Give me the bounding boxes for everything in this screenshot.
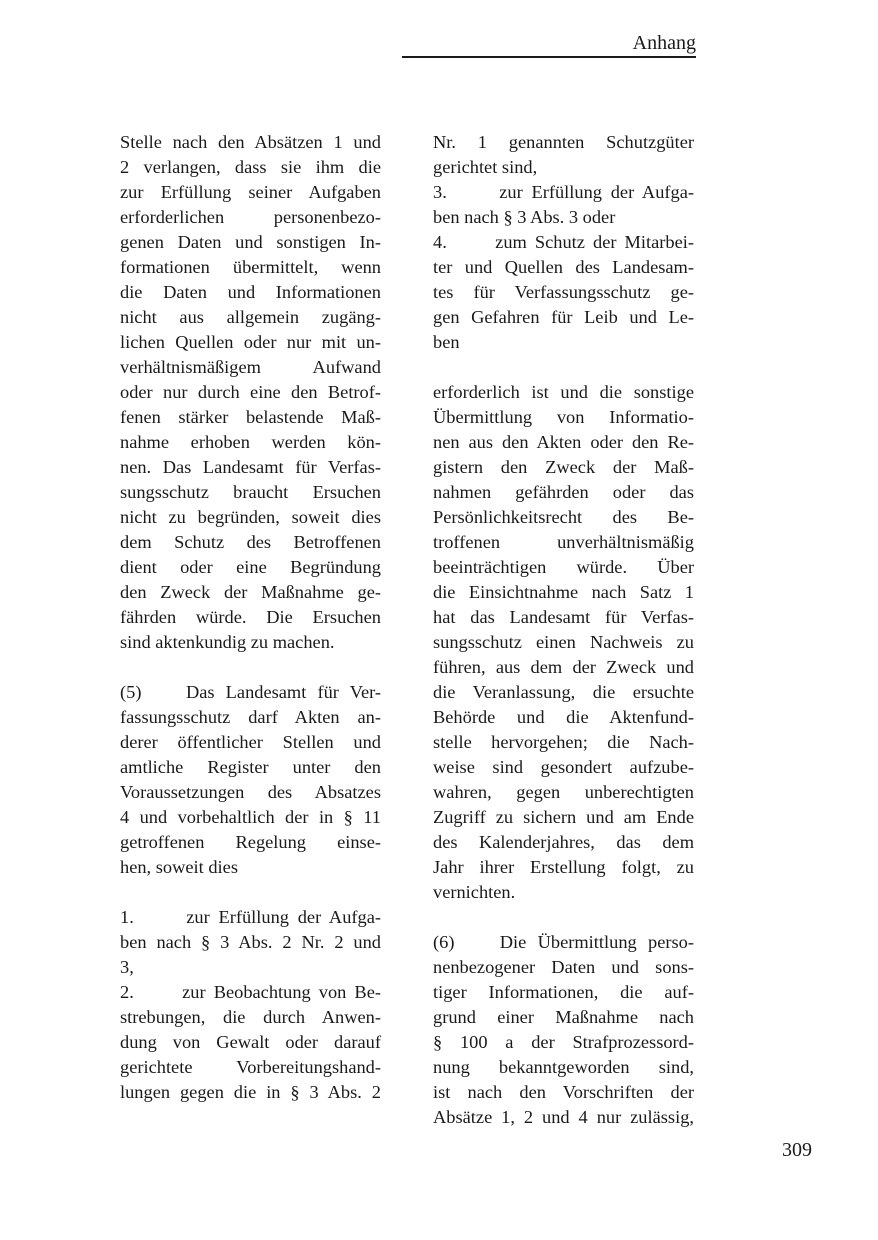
- text-line: Zugriff zu sichern und am Ende: [433, 807, 694, 827]
- paragraph-gap: [120, 655, 381, 680]
- text-line: derer öffentlicher Stellen und: [120, 732, 381, 752]
- text-line: hen, soweit dies: [120, 857, 238, 877]
- text-line: Jahr ihrer Erstellung folgt, zu: [433, 857, 694, 877]
- text-line: getroffenen Regelung einse-: [120, 832, 381, 852]
- text-line: beeinträchtigen würde. Über: [433, 557, 694, 577]
- text-line: amtliche Register unter den: [120, 757, 381, 777]
- text-line: gerichtete Vorbereitungshand-: [120, 1057, 381, 1077]
- text-line: gistern den Zweck der Maß-: [433, 457, 694, 477]
- text-line: führen, aus dem der Zweck und: [433, 657, 694, 677]
- text-line: verhältnismäßigem Aufwand: [120, 357, 381, 377]
- text-line: 2 verlangen, dass sie ihm die: [120, 157, 381, 177]
- right-column: [433, 130, 694, 1130]
- text-line: 1. zur Erfüllung der Aufga-: [120, 907, 381, 927]
- text-line: stelle hervorgehen; die Nach-: [433, 732, 694, 752]
- text-line: dung von Gewalt oder darauf: [120, 1032, 381, 1052]
- text-line: lichen Quellen oder nur mit un-: [120, 332, 381, 352]
- text-line: grund einer Maßnahme nach: [433, 1007, 694, 1027]
- text-line: nung bekanntgeworden sind,: [433, 1057, 694, 1077]
- text-line: Behörde und die Aktenfund-: [433, 707, 694, 727]
- text-line: ter und Quellen des Landesam-: [433, 257, 694, 277]
- text-line: weise sind gesondert aufzube-: [433, 757, 694, 777]
- text-line: erforderlichen personenbezo-: [120, 207, 381, 227]
- text-line: Absätze 1, 2 und 4 nur zulässig,: [433, 1107, 694, 1127]
- text-line: hat das Landesamt für Verfas-: [433, 607, 694, 627]
- text-line: 4 und vorbehaltlich der in § 11: [120, 807, 381, 827]
- text-line: dient oder eine Begründung: [120, 557, 381, 577]
- text-line: § 100 a der Strafprozessord-: [433, 1032, 694, 1052]
- running-header: [402, 30, 696, 58]
- text-line: nen. Das Landesamt für Verfas-: [120, 457, 381, 477]
- text-line: fassungsschutz darf Akten an-: [120, 707, 381, 727]
- text-line: die Daten und Informationen: [120, 282, 381, 302]
- text-line: Übermittlung von Informatio-: [433, 407, 694, 427]
- text-line: sungsschutz einen Nachweis zu: [433, 632, 694, 652]
- text-line: lungen gegen die in § 3 Abs. 2: [120, 1082, 381, 1102]
- text-line: sungsschutz braucht Ersuchen: [120, 482, 381, 502]
- text-line: ist nach den Vorschriften der: [433, 1082, 694, 1102]
- text-line: Nr. 1 genannten Schutzgüter: [433, 132, 694, 152]
- text-line: wahren, gegen unberechtigten: [433, 782, 694, 802]
- text-line: des Kalenderjahres, das dem: [433, 832, 694, 852]
- text-line: 3,: [120, 957, 134, 977]
- header-title: Anhang: [632, 32, 696, 54]
- text-line: sind aktenkundig zu machen.: [120, 632, 335, 652]
- text-line: zur Erfüllung seiner Aufgaben: [120, 182, 381, 202]
- text-line: ben nach § 3 Abs. 3 oder: [433, 207, 616, 227]
- text-line: nicht zu begründen, soweit dies: [120, 507, 381, 527]
- text-line: tes für Verfassungsschutz ge-: [433, 282, 694, 302]
- text-line: 2. zur Beobachtung von Be-: [120, 982, 381, 1002]
- text-line: dem Schutz des Betroffenen: [120, 532, 381, 552]
- paragraph-gap: [120, 880, 381, 905]
- text-line: tiger Informationen, die auf-: [433, 982, 694, 1002]
- text-line: den Zweck der Maßnahme ge-: [120, 582, 381, 602]
- text-line: (6) Die Übermittlung perso-: [433, 932, 694, 952]
- page-number: 309: [782, 1139, 812, 1161]
- text-line: erforderlich ist und die sonstige: [433, 382, 694, 402]
- text-line: (5) Das Landesamt für Ver-: [120, 682, 381, 702]
- text-line: die Einsichtnahme nach Satz 1: [433, 582, 694, 602]
- text-line: oder nur durch eine den Betrof-: [120, 382, 381, 402]
- text-line: nenbezogener Daten und sons-: [433, 957, 694, 977]
- text-line: Voraussetzungen des Absatzes: [120, 782, 381, 802]
- text-line: genen Daten und sonstigen In-: [120, 232, 381, 252]
- text-line: nahme erhoben werden kön-: [120, 432, 381, 452]
- left-column: [120, 130, 381, 1105]
- text-line: 3. zur Erfüllung der Aufga-: [433, 182, 694, 202]
- text-line: fährden würde. Die Ersuchen: [120, 607, 381, 627]
- text-line: nicht aus allgemein zugäng-: [120, 307, 381, 327]
- text-line: Stelle nach den Absätzen 1 und: [120, 132, 381, 152]
- paragraph-gap: [433, 355, 694, 380]
- text-line: gerichtet sind,: [433, 157, 538, 177]
- text-line: vernichten.: [433, 882, 516, 902]
- paragraph-gap: [433, 905, 694, 930]
- text-line: troffenen unverhältnismäßig: [433, 532, 694, 552]
- text-line: fenen stärker belastende Maß-: [120, 407, 381, 427]
- text-line: 4. zum Schutz der Mitarbei-: [433, 232, 694, 252]
- text-line: Persönlichkeitsrecht des Be-: [433, 507, 694, 527]
- text-line: ben: [433, 332, 460, 352]
- text-line: nen aus den Akten oder den Re-: [433, 432, 694, 452]
- text-line: gen Gefahren für Leib und Le-: [433, 307, 694, 327]
- text-line: die Veranlassung, die ersuchte: [433, 682, 694, 702]
- text-line: ben nach § 3 Abs. 2 Nr. 2 und: [120, 932, 381, 952]
- text-line: nahmen gefährden oder das: [433, 482, 694, 502]
- text-line: strebungen, die durch Anwen-: [120, 1007, 381, 1027]
- text-line: formationen übermittelt, wenn: [120, 257, 381, 277]
